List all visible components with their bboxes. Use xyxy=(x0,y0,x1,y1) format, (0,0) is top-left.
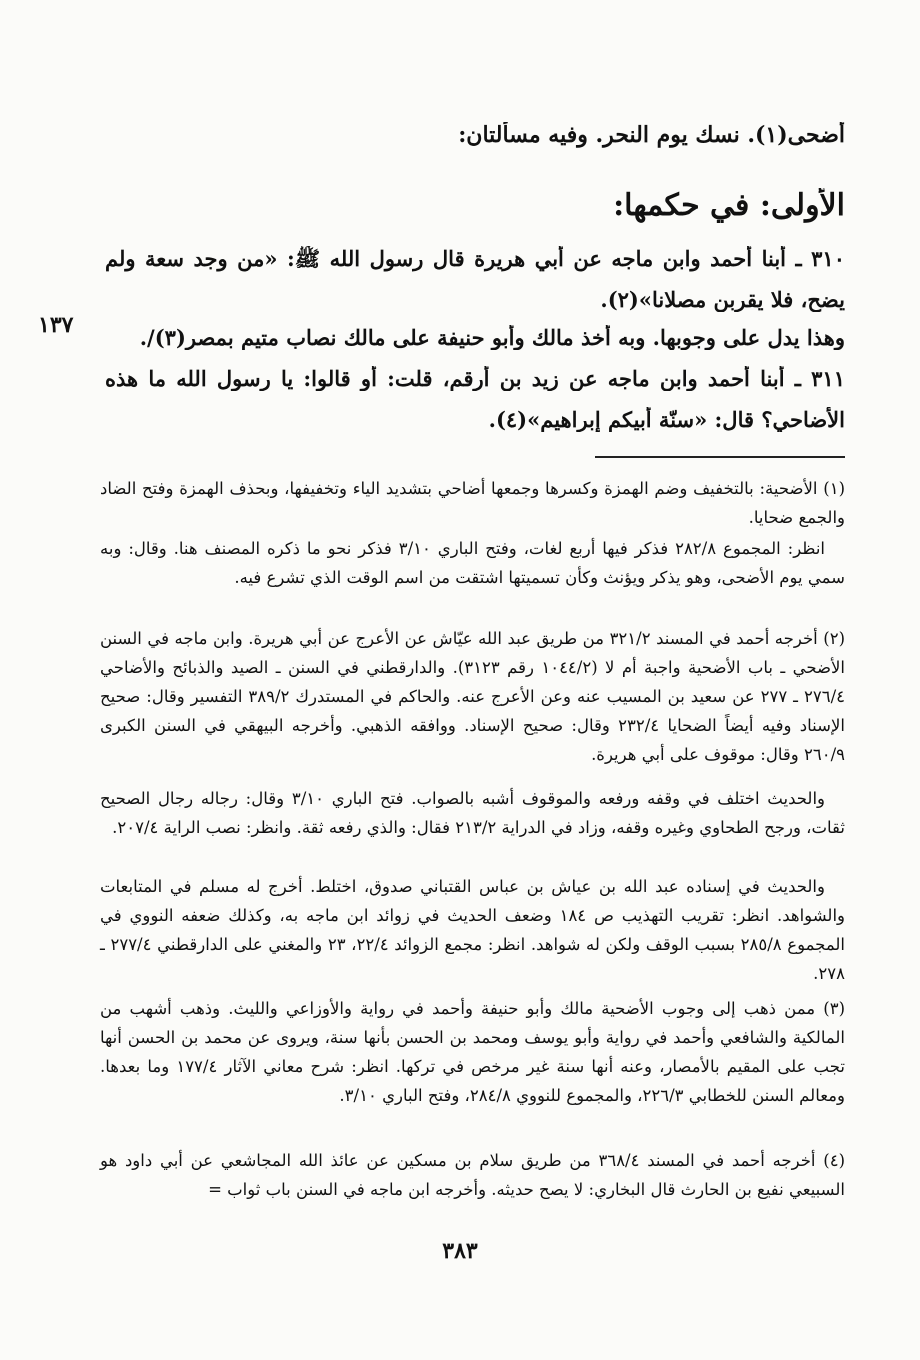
footnote-2b: والحديث اختلف في وقفه ورفعه والموقوف أشبه بالصواب. فتح الباري ٣/١٠ وقال: رجاله رجال الصحيح ثقات، ورجح الطحاوي وغيره وقفه، وزاد في الدراية ٢١٣/٢ فقال: والذي رفعه ثقة. وانظر: نصب الراية ٢٠٧/٤. xyxy=(100,789,845,837)
section-heading: الأولى: في حكمها: xyxy=(613,188,845,223)
intro-line: أضحى(١). نسك يوم النحر. وفيه مسألتان: xyxy=(458,122,845,148)
footnote-1b: انظر: المجموع ٢٨٢/٨ فذكر فيها أربع لغات، وفتح الباري ٣/١٠ فذكر نحو ما ذكره المصنف هنا. وقال: وبه سمي يوم الأضحى، وهو يذكر ويؤنث وكأن تسميتها اشتقت من اسم الوقت الذي تشرع فيه. xyxy=(100,539,845,587)
footnote-separator xyxy=(595,456,845,458)
hadith-310-line1: ٣١٠ ـ أبنا أحمد وابن ماجه عن أبي هريرة قال رسول الله ﷺ: «من وجد سعة ولم xyxy=(105,246,845,271)
margin-page-reference: ١٣٧ xyxy=(38,312,74,338)
hadith-311-line1: ٣١١ ـ أبنا أحمد وابن ماجه عن زيد بن أرقم، قلت: أو قالوا: يا رسول الله ما هذه xyxy=(105,366,845,391)
footnote-3: (٣) ممن ذهب إلى وجوب الأضحية مالك وأبو حنيفة وأحمد في رواية والأوزاعي والليث. وذهب أشهب من المالكية والشافعي وأحمد في رواية وأبو يوسف ومحمد بن الحسن بأنها سنة، ويروى عن محمد بن الحسن أنها تجب على المقيم بالأمصار، وعنه أنها سنة غير مرخص في تركها. انظر: شرح معاني الآثار ١٧٧/٤ وما بعدها. ومعالم السنن للخطابي ٢٢٦/٣، والمجموع للنووي ٢٨٤/٨، وفتح الباري ٣/١٠. xyxy=(100,999,845,1105)
hadith-310-line2: يضح، فلا يقربن مصلانا»(٢). xyxy=(600,287,845,312)
footnote-1a: (١) الأضحية: بالتخفيف وضم الهمزة وكسرها وجمعها أضاحي بتشديد الياء وتخفيفها، وبحذف الهمزة وفتح الضاد والجمع ضحايا. xyxy=(100,479,845,527)
page-number: ٣٨٣ xyxy=(442,1238,478,1264)
footnote-2a: (٢) أخرجه أحمد في المسند ٣٢١/٢ من طريق عبد الله عيّاش عن الأعرج عن أبي هريرة. وابن ماجه في السنن الأضحي ـ باب الأضحية واجبة أم لا (١٠٤٤/٢ رقم ٣١٢٣). والدارقطني في السنن ـ الصيد والذبائح والأضاحي ٢٧٦/٤ ـ ٢٧٧ عن سعيد بن المسيب عنه وعن الأعرج عنه. والحاكم في المستدرك ٣٨٩/٢ التفسير وقال: صحيح الإسناد وفيه أيضاً الضحايا ٢٣٢/٤ وقال: صحيح الإسناد. ووافقه الذهبي. وأخرجه البيهقي في السنن الكبرى ٢٦٠/٩ وقال: موقوف على أبي هريرة. xyxy=(100,629,846,764)
hadith-311-line2: الأضاحي؟ قال: «سنّة أبيكم إبراهيم»(٤). xyxy=(488,407,845,432)
footnote-4: (٤) أخرجه أحمد في المسند ٣٦٨/٤ من طريق سلام بن مسكين عن عائذ الله المجاشعي عن أبي داود هو السبيعي نفيع بن الحارث قال البخاري: لا يصح حديثه. وأخرجه ابن ماجه في السنن باب ثواب = xyxy=(100,1151,845,1199)
footnote-2c: والحديث في إسناده عبد الله بن عياش بن عباس القتباني صدوق، اختلط. أخرج له مسلم في المتابعات والشواهد. انظر: تقريب التهذيب ص ١٨٤ وضعف الحديث في زوائد ابن ماجه به، وكذلك ضعفه النووي في المجموع ٢٨٥/٨ بسبب الوقف ولكن له شواهد. انظر: مجمع الزوائد ٢٢/٤، ٢٣ والمغني على الدارقطني ٢٧٧/٤ ـ ٢٧٨. xyxy=(100,877,845,983)
ruling-line: وهذا يدل على وجوبها. وبه أخذ مالك وأبو حنيفة على مالك نصاب متيم بمصر(٣)/. xyxy=(139,325,845,350)
